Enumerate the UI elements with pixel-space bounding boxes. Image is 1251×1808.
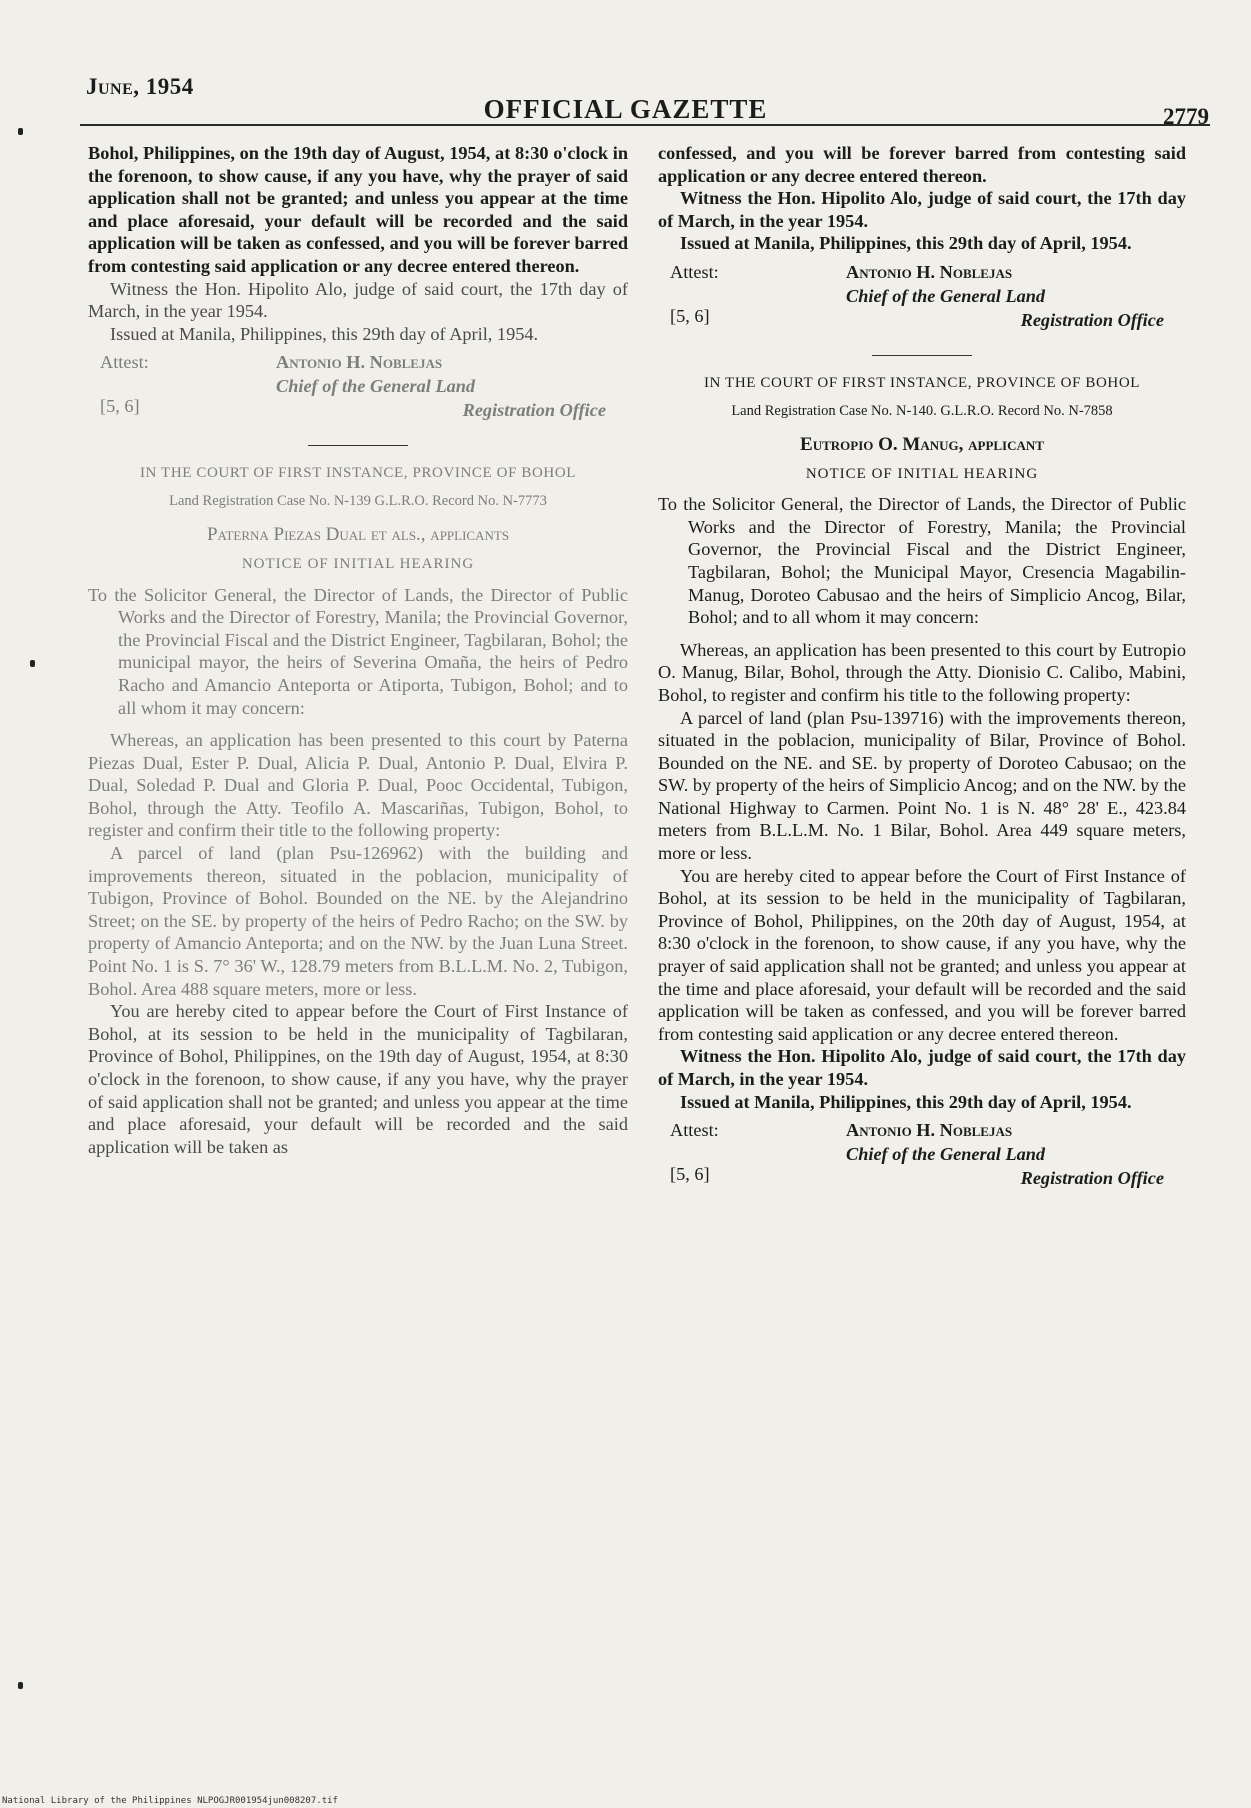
issue-ref: [5, 6] xyxy=(100,396,140,417)
signer-title: Chief of the General Land xyxy=(846,1144,1046,1165)
scan-speck xyxy=(18,1682,23,1689)
parcel-paragraph: A parcel of land (plan Psu-139716) with the improvements thereon, situated in the poblacion, municipality of Bilar, Province of Bohol. Bounded on the NE. and SE. by property of Doroteo Cabusao; on the SW. by property of the heirs of Simplicio Ancog; and on the NW. by the National Highway to Carmen. Point No. 1 is N. 48° 28' E., 423.84 meters from B.L.L.M. No. 1 Bilar, Bohol. Area 449 square meters, more or less. xyxy=(658,707,1186,864)
scan-speck xyxy=(18,128,23,135)
right-signature-block-2 xyxy=(658,1119,1186,1199)
scan-speck xyxy=(30,660,35,667)
case-number: Land Registration Case No. N-140. G.L.R.O. Record No. N-7858 xyxy=(731,402,1113,419)
applicant-name: Paterna Piezas Dual et als., applicants xyxy=(206,524,510,546)
right-column xyxy=(658,142,1186,1199)
attest-label: Attest: xyxy=(670,1120,719,1141)
signer-name: Antonio H. Noblejas xyxy=(846,1120,1013,1141)
issue-ref: [5, 6] xyxy=(670,1164,710,1185)
court-heading: IN THE COURT OF FIRST INSTANCE, PROVINCE OF BOHOL xyxy=(703,374,1141,391)
section-separator xyxy=(308,445,408,446)
whereas-paragraph: Whereas, an application has been presented to this court by Paterna Piezas Dual, Ester P. Dual, Alicia P. Dual, Antonio P. Dual, Elvira P. Dual, Soledad P. Dual and Gloria P. Dual, Pooc Occidental, Tubigon, Bohol, through the Atty. Teofilo A. Mascariñas, Tubigon, Bohol, to register and confirm their title to the following property: xyxy=(88,730,628,841)
notice-heading: NOTICE OF INITIAL HEARING xyxy=(805,465,1039,482)
applicant-name: Eutropio O. Manug, applicant xyxy=(800,433,1044,455)
signer-office: Registration Office xyxy=(462,400,606,421)
signer-title: Chief of the General Land xyxy=(846,285,1046,306)
right-signature-block xyxy=(658,261,1186,341)
right-witness: Witness the Hon. Hipolito Alo, judge of said court, the 17th day of March, in the year 1954. xyxy=(658,188,1186,231)
issue-ref: [5, 6] xyxy=(670,305,710,326)
case-number: Land Registration Case No. N-139 G.L.R.O. Record No. N-7773 xyxy=(169,493,547,510)
right-witness-2: Witness the Hon. Hipolito Alo, judge of said court, the 17th day of March, in the year 1954. xyxy=(658,1046,1186,1089)
header-date: June, 1954 xyxy=(86,74,194,99)
citation-paragraph: You are hereby cited to appear before the Court of First Instance of Bohol, at its session to be held in the municipality of Tagbilaran, Province of Bohol, Philippines, on the 19th day of August, 1954, at 8:30 o'clock in the forenoon, to show cause, if any you have, why the prayer of said application shall not be granted; and unless you appear at the time and place aforesaid, your default will be recorded and the said application will be taken as xyxy=(88,1001,628,1157)
signer-office: Registration Office xyxy=(1020,1168,1164,1189)
addressees: To the Solicitor General, the Director of Lands, the Director of Public Works and the Director of Forestry, Manila; the Provincial Governor, the Provincial Fiscal and the District Engineer, Tagbilaran, Bohol; the Municipal Mayor, Cresencia Magabilin-Manug, Doroteo Cabusao and the heirs of Simplicio Ancog, Bilar, Bohol; and to all whom it may concern: xyxy=(658,494,1186,628)
scan-footer: National Library of the Philippines NLPOGJR001954jun008207.tif xyxy=(2,1796,338,1806)
right-continuation: confessed, and you will be forever barred from contesting said application or any decree entered thereon. xyxy=(658,143,1186,186)
left-column xyxy=(88,142,628,1158)
attest-label: Attest: xyxy=(100,352,149,373)
signer-office: Registration Office xyxy=(1020,309,1164,330)
signer-name: Antonio H. Noblejas xyxy=(276,352,443,373)
page-number: 2779 xyxy=(1163,104,1209,129)
header-rule xyxy=(80,124,1210,126)
right-issued-2: Issued at Manila, Philippines, this 29th day of April, 1954. xyxy=(680,1091,1132,1112)
signer-title: Chief of the General Land xyxy=(276,376,476,397)
attest-label: Attest: xyxy=(670,261,719,282)
citation-paragraph: You are hereby cited to appear before the Court of First Instance of Bohol, at its session to be held in the municipality of Tagbilaran, Province of Bohol, Philippines, on the 20th day of August, 1954, at 8:30 o'clock in the forenoon, to show cause, if any you have, why the prayer of said application shall not be granted; and unless you appear at the time and place aforesaid, your default will be recorded and the said application will be taken as confessed, and you will be forever barred from contesting said application or any decree entered thereon. xyxy=(658,865,1186,1044)
notice-heading: NOTICE OF INITIAL HEARING xyxy=(241,555,475,572)
signer-name: Antonio H. Noblejas xyxy=(846,261,1013,282)
court-heading: IN THE COURT OF FIRST INSTANCE, PROVINCE OF BOHOL xyxy=(139,465,577,482)
addressees: To the Solicitor General, the Director of Lands, the Director of Public Works and the Director of Forestry, Manila; the Provincial Governor, the Provincial Fiscal and the District Engineer, Tagbilaran, Bohol; the municipal mayor, the heirs of Severina Omaña, the heirs of Pedro Racho and Amancio Anteporta or Atiporta, Tubigon, Bohol; and to all whom it may concern: xyxy=(88,584,628,718)
whereas-paragraph: Whereas, an application has been presented to this court by Eutropio O. Manug, Bilar, Bohol, through the Atty. Dionisio C. Calibo, Mabini, Bohol, to register and confirm his title to the following property: xyxy=(658,639,1186,705)
left-continuation: Bohol, Philippines, on the 19th day of August, 1954, at 8:30 o'clock in the forenoon, to show cause, if any you have, why the prayer of said application shall not be granted; and unless you appear at the time and place aforesaid, your default will be recorded and the said application will be taken as confessed, and you will be forever barred from contesting said application or any decree entered thereon. xyxy=(88,143,628,276)
section-separator xyxy=(872,355,972,356)
right-issued: Issued at Manila, Philippines, this 29th day of April, 1954. xyxy=(680,233,1132,254)
left-signature-block xyxy=(88,351,628,431)
page-title: OFFICIAL GAZETTE xyxy=(483,94,768,124)
left-issued: Issued at Manila, Philippines, this 29th day of April, 1954. xyxy=(110,323,539,344)
left-witness: Witness the Hon. Hipolito Alo, judge of said court, the 17th day of March, in the year 1954. xyxy=(88,278,628,322)
parcel-paragraph: A parcel of land (plan Psu-126962) with the building and improvements thereon, situated in the poblacion, municipality of Tubigon, Province of Bohol. Bounded on the NE. by the Alejandrino Street; on the SE. by property of the heirs of Pedro Racho; on the SW. by property of Amancio Anteporta; and on the NW. by the Juan Luna Street. Point No. 1 is S. 7° 36' W., 128.79 meters from B.L.L.M. No. 2, Tubigon, Bohol. Area 488 square meters, more or less. xyxy=(88,843,628,999)
